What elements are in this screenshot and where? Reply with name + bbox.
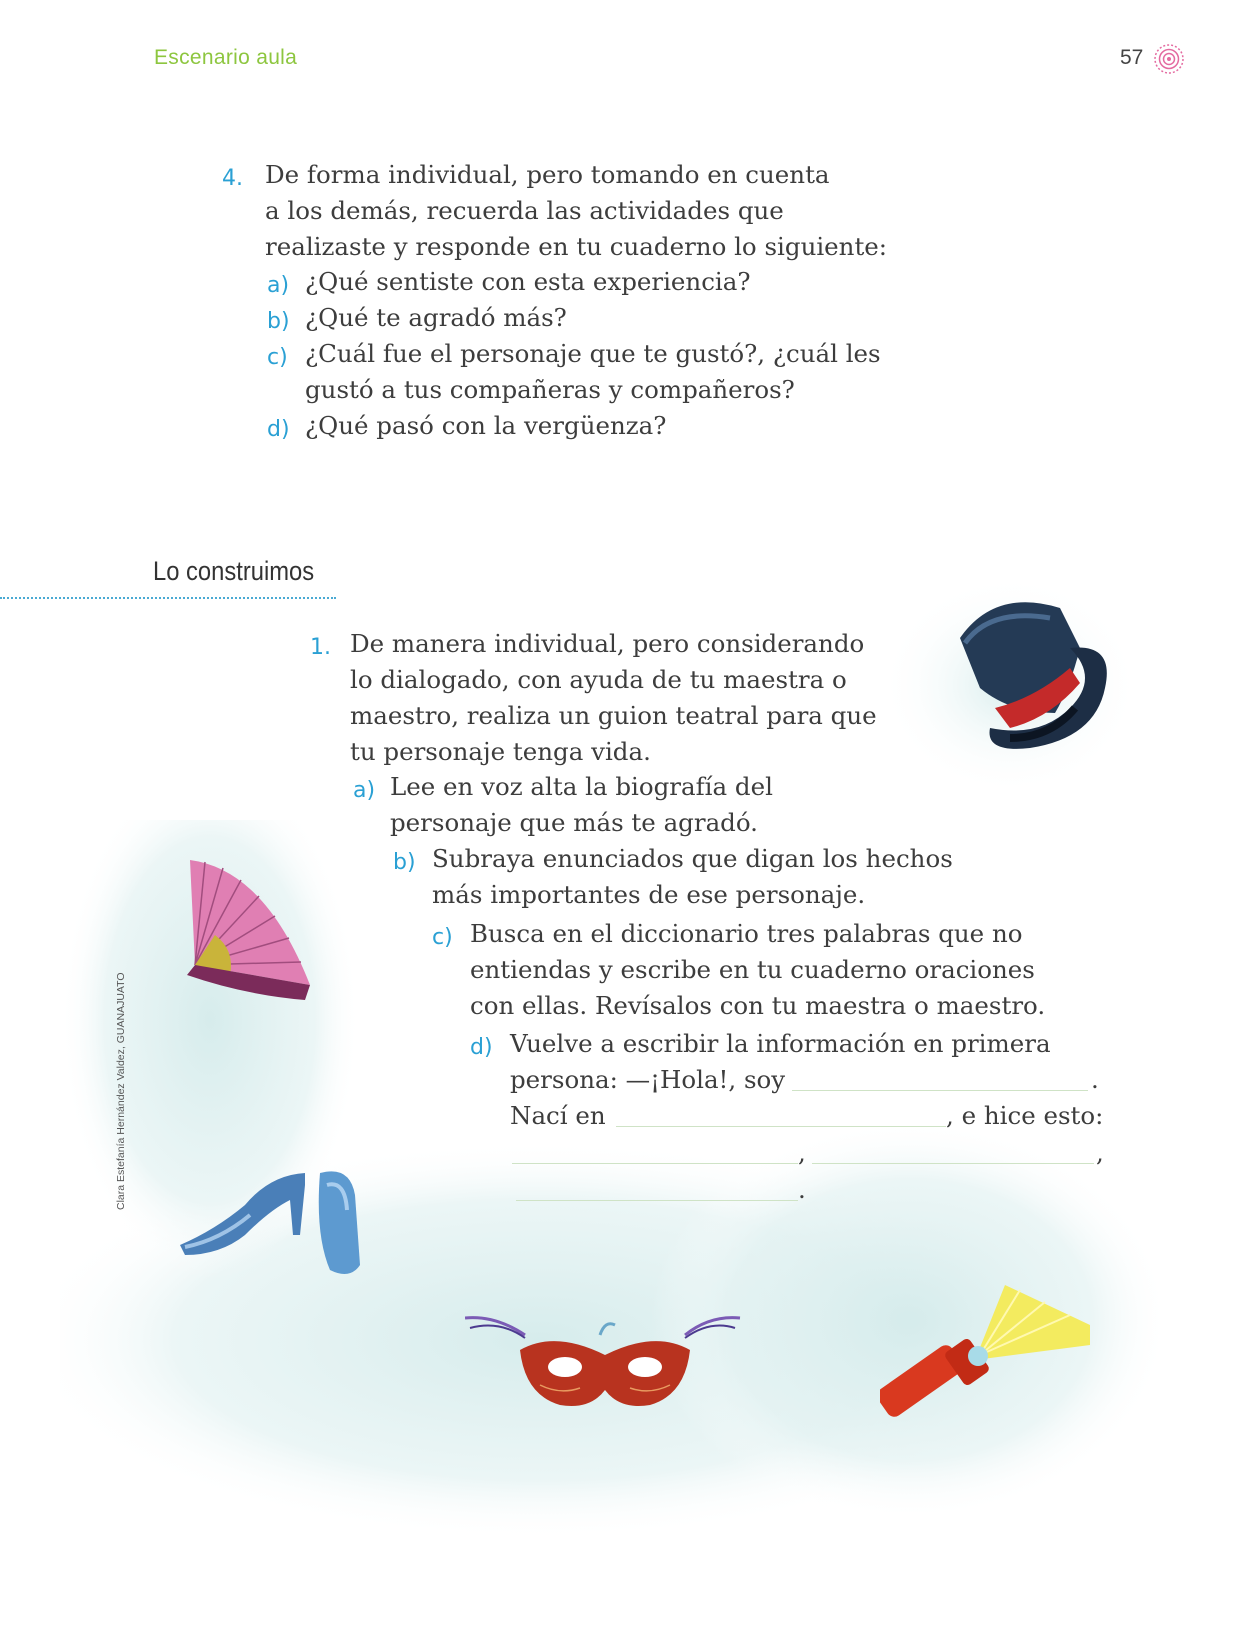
item-text: persona: —¡Hola!, soy (510, 1065, 786, 1094)
page-number: 57 (1120, 46, 1144, 69)
item-text: Nací en (510, 1101, 606, 1130)
top-hat-illustration (940, 588, 1120, 763)
section-divider (0, 597, 336, 599)
activity-line: a los demás, recuerda las actividades que (265, 196, 784, 225)
section-header-label: Escenario aula (154, 46, 298, 69)
punctuation: , (1096, 1138, 1104, 1167)
activity-number: 1. (310, 635, 331, 660)
activity-number: 4. (222, 166, 243, 191)
activity-line: maestro, realiza un guion teatral para que (350, 701, 877, 730)
item-text: con ellas. Revísalos con tu maestra o maestro. (470, 991, 1046, 1020)
item-text: entiendas y escribe en tu cuaderno oraciones (470, 955, 1035, 984)
item-text: ¿Qué pasó con la vergüenza? (305, 411, 667, 440)
item-label: c) (432, 925, 453, 950)
item-text: Lee en voz alta la biografía del (390, 772, 773, 801)
section-title: Lo construimos (153, 556, 315, 586)
punctuation: , (798, 1138, 806, 1167)
activity-line: realizaste y responde en tu cuaderno lo siguiente: (265, 232, 888, 261)
item-text: Vuelve a escribir la información en primera (510, 1029, 1051, 1058)
high-heel-shoes-illustration (175, 1155, 375, 1285)
item-label: a) (353, 778, 376, 803)
activity-line: De manera individual, pero considerando (350, 629, 865, 658)
item-label: b) (393, 850, 416, 875)
item-label: c) (267, 345, 288, 370)
activity-line: De forma individual, pero tomando en cuenta (265, 160, 830, 189)
item-label: b) (267, 309, 290, 334)
punctuation: . (798, 1175, 806, 1204)
target-icon (1153, 43, 1185, 75)
activity-line: lo dialogado, con ayuda de tu maestra o (350, 665, 847, 694)
item-label: d) (470, 1035, 493, 1060)
birthplace-blank-field[interactable] (616, 1100, 946, 1127)
item-text: ¿Qué sentiste con esta experiencia? (305, 267, 751, 296)
item-text: ¿Cuál fue el personaje que te gustó?, ¿cuál les (305, 339, 881, 368)
punctuation: . (1091, 1065, 1099, 1094)
item-text: , e hice esto: (946, 1101, 1104, 1130)
activity-blank-field-3[interactable] (516, 1174, 798, 1201)
item-text: Subraya enunciados que digan los hechos (432, 844, 953, 873)
carnival-mask-illustration (465, 1310, 745, 1420)
activity-blank-field-2[interactable] (812, 1137, 1094, 1164)
flashlight-illustration (880, 1270, 1100, 1435)
item-text: personaje que más te agradó. (390, 808, 758, 837)
item-text: gustó a tus compañeras y compañeros? (305, 375, 795, 404)
item-text: ¿Qué te agradó más? (305, 303, 567, 332)
activity-blank-field-1[interactable] (512, 1137, 798, 1164)
item-text: Busca en el diccionario tres palabras que no (470, 919, 1023, 948)
item-label: a) (267, 273, 290, 298)
name-blank-field[interactable] (792, 1064, 1088, 1091)
item-label: d) (267, 417, 290, 442)
activity-line: tu personaje tenga vida. (350, 737, 651, 766)
illustration-credit: Clara Estefanía Hernández Valdez, GUANAJUATO (115, 972, 127, 1210)
item-text: más importantes de ese personaje. (432, 880, 866, 909)
hand-fan-illustration (175, 850, 325, 1010)
